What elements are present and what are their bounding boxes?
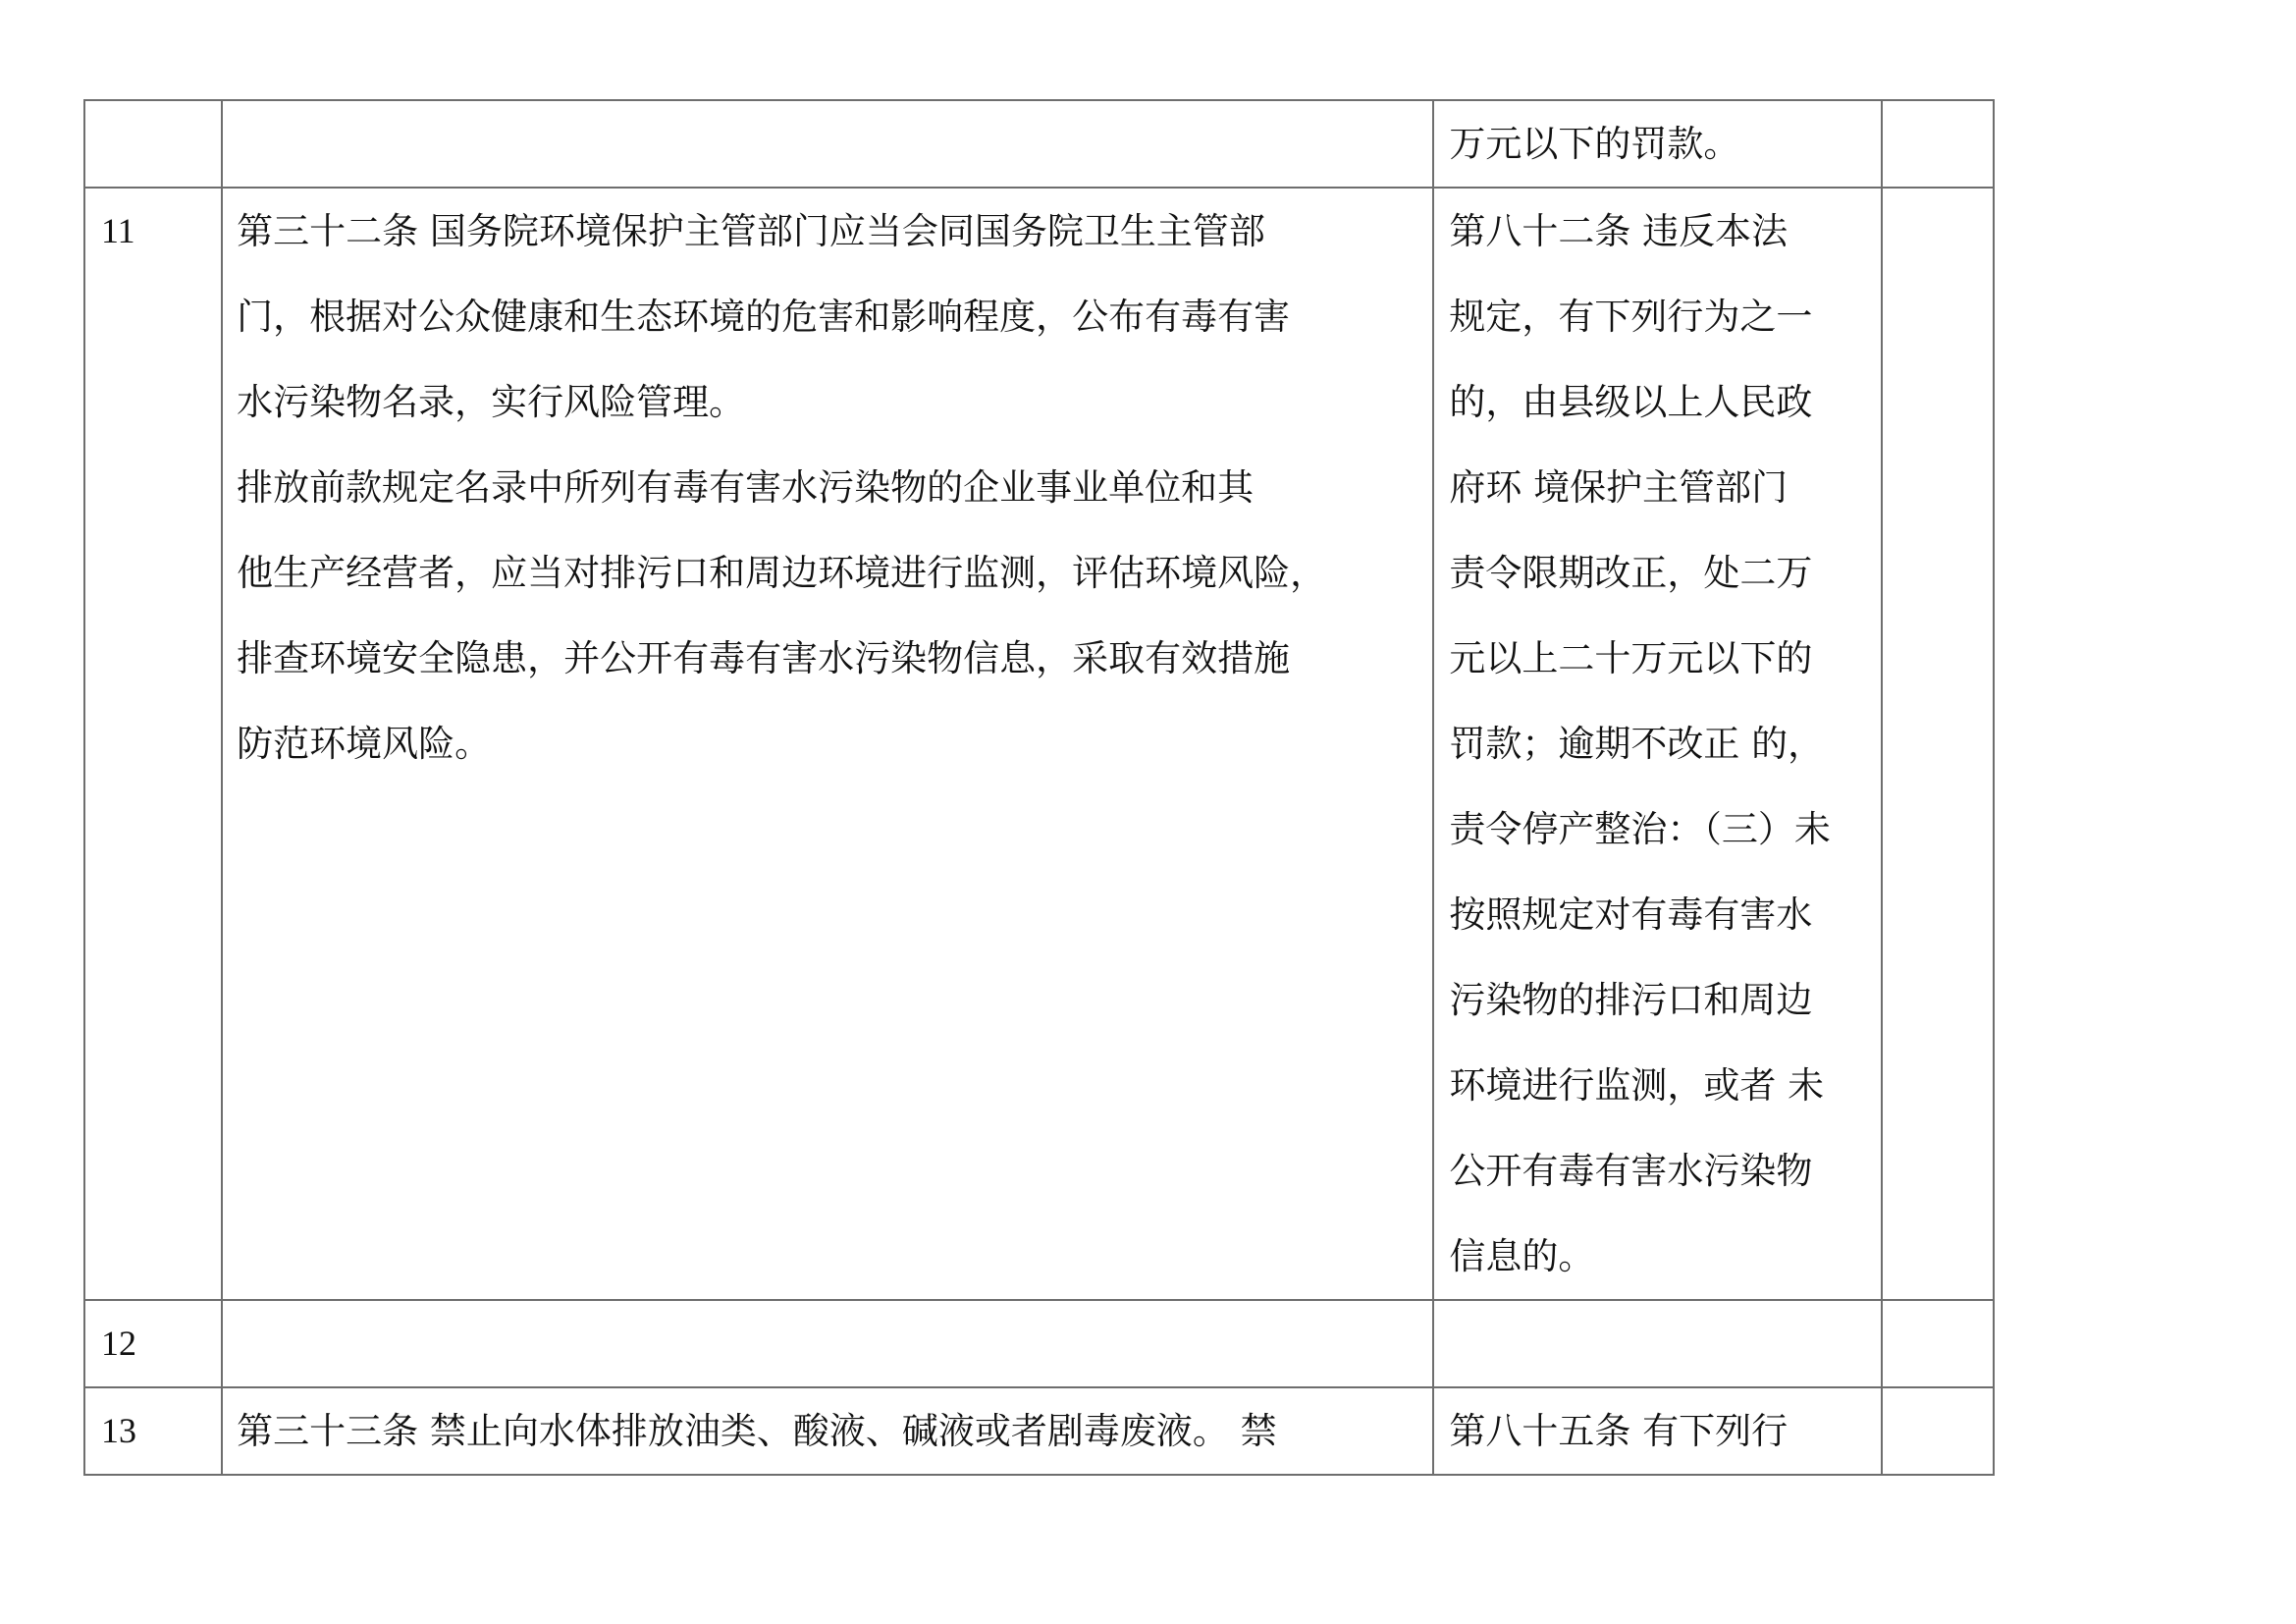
table-row: [84, 100, 1994, 188]
provision-line: 第三十三条 禁止向水体排放油类、酸液、碱液或者剧毒废液。 禁: [237, 1410, 1277, 1452]
provision-line: 水污染物名录，实行风险管理。: [237, 381, 746, 423]
penalty-provision-cell: [1433, 100, 1881, 188]
note-cell: [1882, 1387, 1994, 1475]
penalty-line: 元以上二十万元以下的: [1449, 637, 1813, 679]
provision-line: 防范环境风险。: [237, 723, 492, 765]
note-cell: [1882, 1300, 1994, 1387]
row-number: [84, 100, 222, 188]
row-number: 13: [84, 1387, 222, 1475]
penalty-line: 污染物的排污口和周边: [1449, 979, 1813, 1021]
note-cell: [1882, 188, 1994, 1300]
provision-line: 排放前款规定名录中所列有毒有害水污染物的企业事业单位和其: [237, 466, 1255, 509]
penalty-line: 按照规定对有毒有害水: [1449, 893, 1813, 936]
penalty-line: 责令限期改正，处二万: [1449, 552, 1813, 594]
table-row: [84, 1387, 1994, 1475]
penalty-provision-cell: [1433, 188, 1881, 1300]
penalty-line: 责令停产整治：（三）未: [1449, 808, 1831, 850]
provision-line: 排查环境安全隐患，并公开有毒有害水污染物信息，采取有效措施: [237, 637, 1291, 679]
provision-line: 第三十二条 国务院环境保护主管部门应当会同国务院卫生主管部: [237, 210, 1265, 252]
penalty-line: 罚款；逾期不改正 的，: [1449, 723, 1825, 765]
penalty-line: 公开有毒有害水污染物: [1449, 1150, 1813, 1192]
penalty-line: 环境进行监测，或者 未: [1449, 1064, 1825, 1107]
penalty-line: 府环 境保护主管部门: [1449, 466, 1789, 509]
original-provision-cell: [222, 1300, 1433, 1387]
original-provision-cell: [222, 188, 1433, 1300]
provision-line: 门，根据对公众健康和生态环境的危害和影响程度，公布有毒有害: [237, 296, 1291, 338]
original-provision-cell: [222, 1387, 1433, 1475]
penalty-line: 信息的。: [1449, 1235, 1595, 1277]
penalty-line: 万元以下的罚款。: [1449, 123, 1740, 165]
note-cell: [1882, 100, 1994, 188]
penalty-provision-cell: [1433, 1387, 1881, 1475]
regulation-comparison-table: [83, 99, 1995, 1476]
penalty-line: 规定，有下列行为之一: [1449, 296, 1813, 338]
penalty-line: 第八十二条 违反本法: [1449, 210, 1789, 252]
penalty-line: 第八十五条 有下列行: [1449, 1410, 1789, 1452]
provision-line: 他生产经营者，应当对排污口和周边环境进行监测，评估环境风险，: [237, 552, 1327, 594]
row-number: 12: [84, 1300, 222, 1387]
row-number: 11: [84, 188, 222, 1300]
penalty-line: 的，由县级以上人民政: [1449, 381, 1813, 423]
original-provision-cell: [222, 100, 1433, 188]
table-row: [84, 1300, 1994, 1387]
penalty-provision-cell: [1433, 1300, 1881, 1387]
table-row: [84, 188, 1994, 1300]
